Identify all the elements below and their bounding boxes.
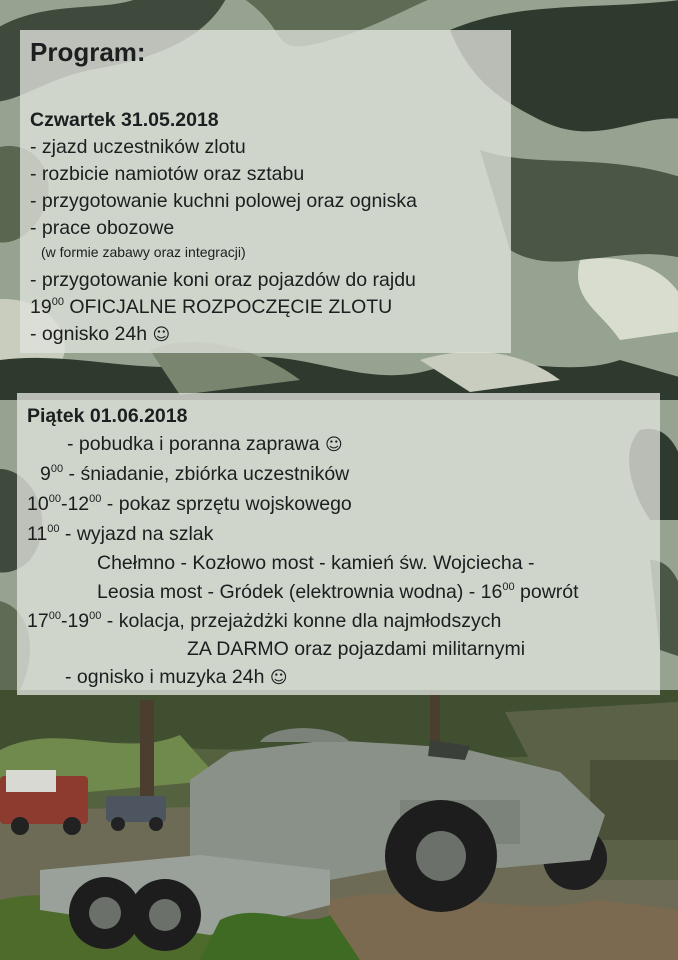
thursday-item: - przygotowanie koni oraz pojazdów do rajdu xyxy=(30,269,416,291)
equipment-show-line xyxy=(27,492,352,516)
program-title: Program: xyxy=(30,37,146,67)
breakfast-minutes: 00 xyxy=(50,463,64,475)
show-start-hour: 10 xyxy=(27,493,49,515)
free-rides-line: ZA DARMO oraz pojazdami militarnymi xyxy=(187,638,526,660)
breakfast-text: - śniadanie, zbiórka uczestników xyxy=(63,463,350,485)
show-text: - pokaz sprzętu wojskowego xyxy=(101,493,352,515)
supper-start-minutes: 00 xyxy=(48,610,61,622)
friday-program-panel xyxy=(17,393,660,695)
smiley-icon: ☺ xyxy=(152,325,171,345)
wakeup-line xyxy=(67,432,343,457)
opening-hour: 19 xyxy=(30,296,52,318)
supper-text: - kolacja, przejażdżki konne dla najmłodszych xyxy=(101,610,502,632)
thursday-item: - przygotowanie kuchni polowej oraz ogniska xyxy=(30,190,417,212)
music-text: - ognisko i muzyka 24h xyxy=(65,666,270,688)
wakeup-text: - pobudka i poranna zaprawa xyxy=(67,433,326,455)
opening-text: OFICJALNE ROZPOCZĘCIE ZLOTU xyxy=(63,296,393,318)
supper-start-hour: 17 xyxy=(27,610,49,632)
supper-end-minutes: 00 xyxy=(89,610,102,622)
friday-heading: Piątek 01.06.2018 xyxy=(27,405,188,427)
smiley-icon: ☺ xyxy=(325,435,343,455)
breakfast-line xyxy=(40,462,349,486)
bonfire-line xyxy=(30,322,170,347)
show-end-hour: -12 xyxy=(60,493,90,515)
trail-line xyxy=(27,522,213,546)
thursday-item: - rozbicie namiotów oraz sztabu xyxy=(30,163,305,185)
thursday-heading: Czwartek 31.05.2018 xyxy=(30,109,219,131)
return-minutes: 00 xyxy=(502,581,515,593)
smiley-icon: ☺ xyxy=(269,668,288,688)
thursday-item: - zjazd uczestników zlotu xyxy=(30,136,246,158)
route-text: Leosia most - Gródek (elektrownia wodna) - 16 xyxy=(97,581,503,603)
thursday-item: - prace obozowe xyxy=(30,217,175,239)
show-end-minutes: 00 xyxy=(89,493,102,505)
thursday-item-note: (w formie zabawy oraz integracji) xyxy=(41,244,246,260)
trail-minutes: 00 xyxy=(47,523,60,535)
breakfast-hour: 9 xyxy=(40,463,51,485)
supper-end-hour: -19 xyxy=(60,610,90,632)
trail-text: - wyjazd na szlak xyxy=(59,523,214,545)
route-line-1: Chełmno - Kozłowo most - kamień św. Wojciecha - xyxy=(97,552,535,574)
trail-hour: 11 xyxy=(27,523,48,545)
show-start-minutes: 00 xyxy=(48,493,61,505)
opening-line xyxy=(30,295,392,319)
bonfire-text: - ognisko 24h xyxy=(30,323,153,345)
return-text: powrót xyxy=(514,581,579,603)
music-line xyxy=(65,665,288,690)
thursday-program-panel xyxy=(20,30,511,353)
supper-line xyxy=(27,609,501,633)
opening-minutes: 00 xyxy=(51,296,64,308)
route-line-2 xyxy=(97,580,579,604)
